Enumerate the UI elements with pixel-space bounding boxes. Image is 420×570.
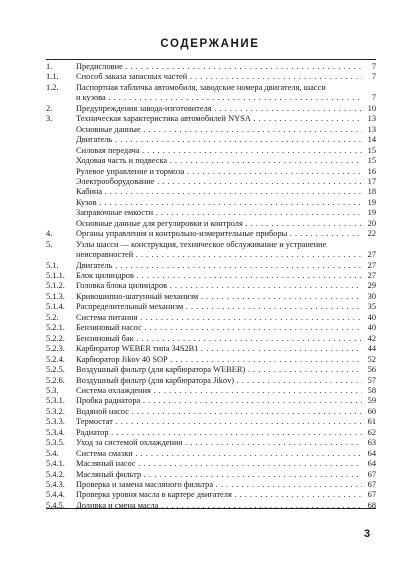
toc-entry-page: 62 (367, 427, 376, 437)
toc-entry-title: Рулевое управление и тормоза . . . (76, 167, 362, 177)
toc-entry (46, 292, 376, 302)
toc-entry-page: 44 (367, 344, 376, 354)
toc-entry (46, 93, 376, 103)
toc-entry (46, 72, 376, 82)
toc-entry (46, 334, 376, 344)
toc-entry (46, 156, 376, 166)
toc-entry-number: 5.4.4. (46, 490, 65, 500)
toc-entry-title: Уход за системой охлаждения . . . (76, 438, 362, 448)
toc-entry-page: 19 (367, 197, 376, 207)
toc-entry (46, 417, 376, 427)
toc-entry-title: Термостат . . . (76, 417, 362, 427)
toc-entry (46, 83, 376, 93)
toc-entry-title: Бензиновый бак . . . (76, 334, 362, 344)
toc-entry-page: 59 (367, 396, 376, 406)
toc-entry (46, 208, 376, 218)
toc-entry (46, 407, 376, 417)
toc-entry-number: 5.1.4. (46, 302, 65, 312)
toc-entry (46, 198, 376, 208)
toc-entry-page: 64 (367, 448, 376, 458)
toc-entry (46, 281, 376, 291)
toc-entry (46, 135, 376, 145)
toc-entry-title: Система охлаждения . . . (76, 386, 362, 396)
toc-entry-page: 40 (367, 312, 376, 322)
toc-entry (46, 62, 376, 72)
toc-entry-title: Предисловие . . . (76, 62, 362, 72)
toc-entry-page: 35 (367, 302, 376, 312)
toc-entry (46, 240, 376, 250)
toc-entry-number: 2. (46, 103, 53, 113)
toc-entry-title: Воздушный фильтр (для карбюратора Jikov) . . . (76, 376, 362, 386)
toc-entry-page: 68 (367, 500, 376, 510)
toc-entry-number: 5.3. (46, 385, 59, 395)
toc-entry-page: 67 (367, 490, 376, 500)
toc-entry-page: 61 (367, 417, 376, 427)
toc-entry-page: 27 (367, 271, 376, 280)
toc-entry (46, 250, 376, 260)
toc-entry-page: 64 (367, 459, 376, 469)
toc-entry-number: 5.2.1. (46, 323, 65, 333)
toc-entry (46, 146, 376, 156)
toc-entry (46, 187, 376, 197)
toc-entry (46, 302, 376, 312)
toc-entry-title: Проверка и замена масляного фильтра . . . (76, 480, 362, 490)
toc-entry-number: 1. (46, 62, 53, 71)
toc-entry-title: Бензиновый насос . . . (76, 323, 362, 333)
toc-entry-title: Воздушный фильтр (для карбюратора WEBER) . . . (76, 365, 362, 375)
toc-entry-page: 58 (367, 385, 376, 395)
toc-entry-page: 16 (367, 166, 376, 176)
toc-entry (46, 261, 376, 271)
toc-entry-number: 5.1.1. (46, 271, 65, 280)
toc-entry-page: 57 (367, 375, 376, 385)
toc-entry (46, 376, 376, 386)
toc-entry (46, 177, 376, 187)
toc-entry-number: 5.4. (46, 448, 59, 458)
toc-entry-title: Кузов . . . (76, 198, 362, 208)
toc-entry-number: 5.1.3. (46, 291, 65, 301)
toc-entry-page: 7 (371, 72, 376, 82)
toc-entry (46, 219, 376, 229)
toc-entry (46, 313, 376, 323)
toc-entry-number: 5.2.5. (46, 365, 65, 375)
toc-entry-title: Ходовая часть и подвеска . . . (76, 156, 362, 166)
toc-entry-number: 5.2.4. (46, 354, 65, 364)
toc-entry-number: 5.3.1. (46, 396, 65, 406)
toc-entry-title: Карбюратор Jikov 40 SOP . . . (76, 355, 362, 365)
toc-entry (46, 470, 376, 480)
toc-entry-title: Распределительный механизм . . . (76, 302, 362, 312)
toc-entry-page: 63 (367, 438, 376, 448)
toc-entry-number: 5.2.2. (46, 333, 65, 343)
toc-entry-number: 5.2.6. (46, 375, 65, 385)
header-rule (46, 59, 376, 60)
toc-entry-title: Силовая передача . . . (76, 146, 362, 156)
toc-entry (46, 114, 376, 124)
toc-entry-page: 40 (367, 323, 376, 333)
toc-entry (46, 323, 376, 333)
toc-entry (46, 386, 376, 396)
toc-entry-title: Электрооборудование . . . (76, 177, 362, 187)
toc-entry-number: 5.1. (46, 260, 59, 270)
toc-entry-page: 13 (367, 114, 376, 124)
toc-entry-page: 13 (367, 124, 376, 134)
toc-entry-title: Кабина . . . (76, 187, 362, 197)
page-title: СОДЕРЖАНИЕ (160, 38, 260, 50)
toc-entry-title: Основные данные для регулировки и контроля . . . (76, 219, 362, 229)
toc-entry (46, 271, 376, 281)
toc-entry (46, 104, 376, 114)
toc-entry-title: неисправностей . . . (76, 250, 362, 260)
toc-entry (46, 344, 376, 354)
toc-entry-page: 52 (367, 354, 376, 364)
toc-entry-number: 5.2. (46, 312, 59, 322)
toc-entry-page: 7 (371, 62, 376, 71)
toc-entry (46, 365, 376, 375)
toc-entry-number: 1.1. (46, 72, 59, 82)
toc-entry-page: 60 (367, 406, 376, 416)
toc-entry-title: и кузова . . . (76, 93, 362, 103)
toc-entry-page: 30 (367, 291, 376, 301)
toc-entry-title: Техническая характеристика автомобилей NYSA . . . (76, 114, 362, 124)
toc-entry (46, 438, 376, 448)
toc-entry-page: 18 (367, 187, 376, 197)
toc-entry-number: 3. (46, 114, 53, 124)
toc-entry-page: 27 (367, 260, 376, 270)
toc-entry-page: 27 (367, 250, 376, 260)
toc-entry-title: Двигатель . . . (76, 261, 362, 271)
toc-entry (46, 229, 376, 239)
toc-entry-title: Масляный насос . . . (76, 459, 362, 469)
toc-entry-number: 5.1.2. (46, 281, 65, 291)
toc-entry-title: Органы управления и контрольно-измерительные приборы . . . (76, 229, 362, 239)
toc-entry-page: 17 (367, 176, 376, 186)
toc-entry-page: 42 (367, 333, 376, 343)
toc-entry-title: Способ заказа запасных частей . . . (76, 72, 362, 82)
toc-entry-number: 5.4.5. (46, 500, 65, 510)
toc-entry-title: Пробка радиатора . . . (76, 396, 362, 406)
toc-entry (46, 459, 376, 469)
toc-entry-page: 67 (367, 480, 376, 489)
toc-entry-title: Основные данные . . . (76, 125, 362, 135)
toc-entry (46, 355, 376, 365)
toc-entry-number: 5.3.3. (46, 417, 65, 427)
footer-rule (46, 508, 376, 509)
toc-entry-title: Система смазки . . . (76, 449, 362, 459)
toc-entry (46, 501, 376, 511)
toc-entry-page: 29 (367, 281, 376, 291)
toc-entry (46, 125, 376, 135)
toc-entry-title: Заправочные емкости . . . (76, 208, 362, 218)
toc-entry-title: Масляный фильтр . . . (76, 470, 362, 480)
toc-entry (46, 428, 376, 438)
toc-entry-title: Двигатель . . . (76, 135, 362, 145)
toc-entry-number: 5.3.5. (46, 438, 65, 448)
toc-entry-number: 5. (46, 239, 53, 249)
toc-entry-title: Блок цилиндров . . . (76, 271, 362, 281)
toc-entry-number: 5.3.2. (46, 406, 65, 416)
toc-entry-number: 5.4.3. (46, 480, 65, 489)
toc-entry-title: Узлы шасси — конструкция, техническое обслуживание и устранение (76, 239, 327, 249)
toc-entry-title: Доливка и смена масла . . . (76, 501, 362, 511)
toc-entry (46, 480, 376, 490)
toc-entry (46, 490, 376, 500)
toc-entry-number: 5.2.3. (46, 344, 65, 354)
toc-entry-title: Кривошипно-шатунный механизм . . . (76, 292, 362, 302)
toc-entry-number: 4. (46, 229, 53, 239)
toc-entry-page: 56 (367, 365, 376, 375)
toc-entry-number: 5.3.4. (46, 427, 65, 437)
toc-entry-number: 5.4.2. (46, 469, 65, 479)
toc-entry-page: 19 (367, 208, 376, 218)
toc-entry-title: Проверка уровня масла в картере двигателя . . . (76, 490, 362, 500)
toc-entry (46, 167, 376, 177)
toc-entry-page: 22 (367, 229, 376, 239)
toc-entry-number: 1.2. (46, 82, 59, 92)
toc-entry-title: Головка блока цилиндров . . . (76, 281, 362, 291)
toc-entry-page: 14 (367, 135, 376, 145)
toc-entry (46, 449, 376, 459)
toc-entry-page: 10 (367, 103, 376, 113)
toc-entry-title: Система питания . . . (76, 313, 362, 323)
toc-entry-title: Паспортная табличка автомобиля, заводские номера двигателя, шасси (76, 82, 326, 92)
toc-entry-title: Радиатор . . . (76, 428, 362, 438)
toc-entry-number: 5.4.1. (46, 459, 65, 469)
page-number: 3 (364, 528, 371, 540)
toc-entry-page: 15 (367, 145, 376, 155)
toc-entry-title: Предупреждения завода-изготовителя . . . (76, 104, 362, 114)
toc-entry-title: Водяной насос . . . (76, 407, 362, 417)
toc-entry-page: 20 (367, 218, 376, 228)
toc-entry (46, 396, 376, 406)
toc-entry-page: 67 (367, 469, 376, 479)
toc-entry-page: 7 (371, 93, 376, 103)
toc-entry-page: 15 (367, 156, 376, 166)
toc-entry-title: Карбюратор WEBER типа 34S2B1 . . . (76, 344, 362, 354)
